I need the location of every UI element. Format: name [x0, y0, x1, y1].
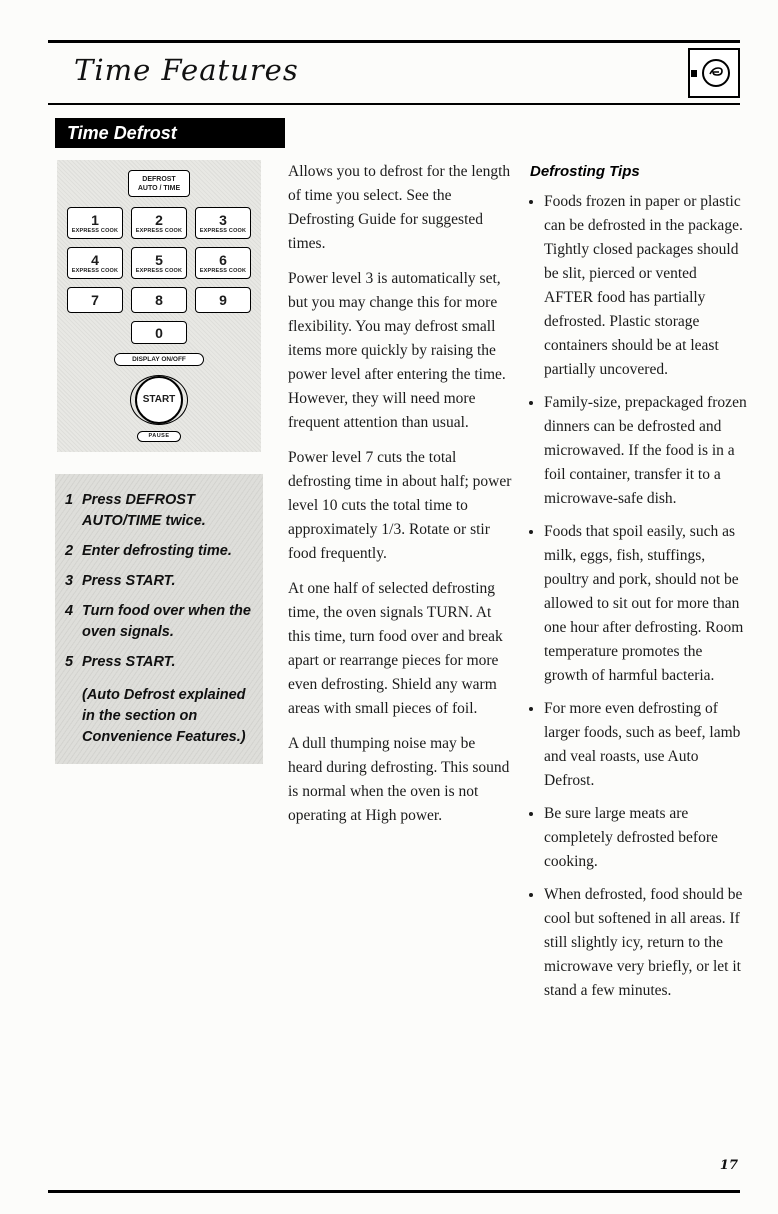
keypad-illustration — [57, 160, 261, 452]
step-1 — [65, 490, 253, 532]
digit-label: 6 — [219, 251, 227, 268]
digit-row-2 — [67, 247, 251, 279]
step-text: Enter defrosting time. — [82, 543, 232, 559]
tips-heading: Defrosting Tips — [530, 163, 640, 180]
keypad-0-button — [131, 321, 187, 343]
digit-label: 9 — [219, 292, 227, 309]
express-cook-label: EXPRESS COOK — [71, 267, 119, 274]
keypad-4-button — [67, 247, 123, 279]
digit-label: 1 — [91, 211, 99, 228]
keypad-6-button — [195, 247, 251, 279]
step-text: Press START. — [82, 573, 176, 589]
brand-logo-icon — [688, 48, 740, 98]
step-text: Turn food over when the oven signals. — [82, 603, 251, 640]
tip-item: • Foods that spoil easily, such as milk, eggs, fish, stuffings, poultry and pork, should not be allowed to sit out for more than one hour after defrosting. Room temperature promotes the growth of harmful bacteria. — [544, 520, 748, 688]
express-cook-label: EXPRESS COOK — [135, 267, 183, 274]
step-number: 5 — [65, 654, 74, 670]
start-label: START — [142, 394, 176, 406]
step-number: 4 — [65, 603, 74, 619]
step-text: Press START. — [82, 654, 176, 670]
start-button — [130, 375, 188, 425]
steps-note: (Auto Defrost explained in the section on Convenience Features.) — [82, 687, 246, 745]
express-cook-label: EXPRESS COOK — [71, 227, 119, 234]
express-cook-label: EXPRESS COOK — [199, 267, 247, 274]
section-header — [55, 118, 285, 148]
tip-item: • When defrosted, food should be cool but softened in all areas. If still slightly icy, return to the microwave very briefly, or let it stand a few minutes. — [544, 883, 748, 1003]
step-text: Press DEFROST AUTO/TIME twice. — [82, 492, 206, 529]
body-paragraph: Power level 7 cuts the total defrosting time in about half; power level 10 cuts the total time to approximately 1/3. Rotate or stir food frequently. — [288, 449, 512, 562]
tip-item: • Be sure large meats are completely defrosted before cooking. — [544, 802, 748, 874]
bottom-rule — [48, 1190, 740, 1193]
digit-label: 7 — [91, 292, 99, 309]
ge-monogram-icon — [700, 57, 732, 89]
express-cook-label: EXPRESS COOK — [199, 227, 247, 234]
display-on-off-label: DISPLAY ON/OFF — [132, 355, 186, 363]
step-3 — [65, 571, 253, 592]
section-title: Time Defrost — [67, 122, 177, 143]
keypad-1-button — [67, 207, 123, 239]
defrost-auto-time-button — [128, 170, 190, 197]
digit-label: 5 — [155, 251, 163, 268]
digit-label: 0 — [155, 324, 163, 341]
step-4 — [65, 601, 253, 643]
body-paragraph: Allows you to defrost for the length of time you select. See the Defrosting Guide for suggested times. — [288, 163, 511, 252]
step-number: 3 — [65, 573, 74, 589]
defrosting-tips-column — [530, 160, 748, 1012]
step-2 — [65, 541, 253, 562]
tip-item: • For more even defrosting of larger foods, such as beef, lamb and veal roasts, use Auto Defrost. — [544, 697, 748, 793]
display-on-off-button — [114, 353, 204, 366]
tips-list — [530, 190, 748, 1003]
keypad-3-button — [195, 207, 251, 239]
keypad-5-button — [131, 247, 187, 279]
page-header — [48, 40, 740, 105]
step-5 — [65, 652, 253, 673]
pause-button — [137, 431, 181, 442]
keypad-9-button — [195, 287, 251, 313]
keypad-7-button — [67, 287, 123, 313]
step-number: 2 — [65, 543, 74, 559]
logo-dot — [691, 70, 697, 77]
digit-label: 8 — [155, 292, 163, 309]
pause-label: PAUSE — [148, 433, 170, 440]
digit-label: 4 — [91, 251, 99, 268]
start-button-face — [135, 376, 183, 424]
defrost-button-label-line1: DEFROST — [142, 175, 176, 183]
page-title: Time Features — [74, 53, 299, 87]
keypad-8-button — [131, 287, 187, 313]
page-number: 17 — [719, 1158, 738, 1173]
body-paragraph: At one half of selected defrosting time, the oven signals TURN. At this time, turn food over and break apart or rearrange pieces for more even defrosting. Shield any warm areas with small pieces of foil. — [288, 580, 503, 717]
body-text-column — [288, 160, 512, 839]
body-paragraph: Power level 3 is automatically set, but you may change this for more flexibility. You may defrost small items more quickly by raising the power level after entering the time. However, they will need more frequent attention than usual. — [288, 270, 506, 431]
digit-grid — [67, 207, 251, 313]
step-number: 1 — [65, 492, 74, 508]
digit-row-1 — [67, 207, 251, 239]
instruction-steps-box — [55, 474, 263, 764]
express-cook-label: EXPRESS COOK — [135, 227, 183, 234]
tip-item: • Family-size, prepackaged frozen dinners can be defrosted and microwaved. If the food is in a foil container, transfer it to a microwave-safe dish. — [544, 391, 748, 511]
body-paragraph: A dull thumping noise may be heard during defrosting. This sound is normal when the oven is not operating at High power. — [288, 735, 510, 824]
defrost-button-label-line2: AUTO / TIME — [137, 184, 181, 192]
digit-label: 2 — [155, 211, 163, 228]
tip-item: • Foods frozen in paper or plastic can be defrosted in the package. Tightly closed packages should be slit, pierced or vented AFTER food has partially defrosted. Plastic storage containers should be at least partially uncovered. — [544, 190, 748, 382]
keypad-2-button — [131, 207, 187, 239]
digit-label: 3 — [219, 211, 227, 228]
digit-row-3 — [67, 287, 251, 313]
